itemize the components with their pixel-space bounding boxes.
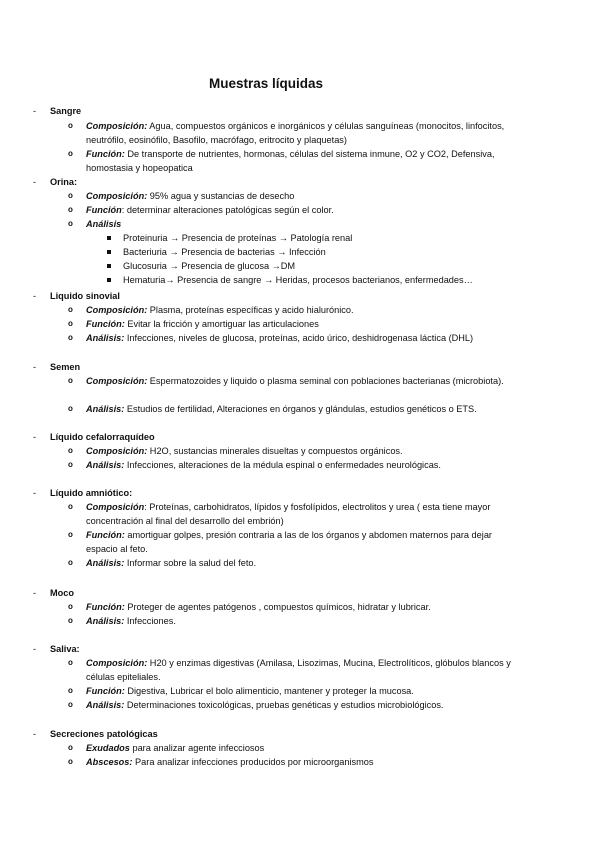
list-item: Composición: Plasma, proteínas específicas y acido hialurónico. <box>86 305 354 315</box>
list-item: Análisis: Determinaciones toxicológicas, pruebas genéticas y estudios microbiológicos. <box>86 700 444 710</box>
sub-item: Bacteriuria → Presencia de bacterias → Infección <box>123 247 326 257</box>
list-item: Composición: H20 y enzimas digestivas (Amilasa, Lisozimas, Mucina, Electrolíticos, glóbulos blancos y células epiteliales. <box>86 658 511 682</box>
bullet-o: o <box>68 602 73 611</box>
bullet-o: o <box>68 219 73 228</box>
list-item: Composición: Agua, compuestos orgánicos e inorgánicos y células sanguíneas (monocitos, linfocitos, neutrófilo, eosinófilo, Basofilo, macrófago, eritrocito y plaquetas) <box>86 121 505 145</box>
dash-marker: - <box>33 362 37 372</box>
bullet-o: o <box>68 502 73 511</box>
list-item: Abscesos: Para analizar infecciones producidos por microorganismos <box>86 757 374 767</box>
section-liquido-amniotico: Líquido amniótico: <box>50 488 133 498</box>
bullet-o: o <box>68 460 73 469</box>
sub-item: Hematuria→ Presencia de sangre → Heridas, procesos bacterianos, enfermedades… <box>123 275 473 285</box>
list-item: Función: De transporte de nutrientes, hormonas, células del sistema inmune, O2 y CO2, Defensiva, homostasia y hopeopatica <box>86 149 495 173</box>
list-item: Análisis: Informar sobre la salud del feto. <box>86 558 257 568</box>
square-bullet <box>107 264 111 268</box>
list-item: Composición: Espermatozoides y liquido o plasma seminal con poblaciones bacterianas (microbiota). <box>86 376 504 386</box>
sub-item: Glucosuria → Presencia de glucosa →DM <box>123 261 296 271</box>
dash-marker: - <box>33 432 37 442</box>
square-bullet <box>107 236 111 240</box>
list-item: Análisis: Infecciones. <box>86 616 176 626</box>
list-item: Análisis: Estudios de fertilidad, Alteraciones en órganos y glándulas, estudios genéticos o ETS. <box>86 404 477 414</box>
section-secreciones-patologicas: Secreciones patológicas <box>50 729 158 739</box>
section-orina: Orina: <box>50 177 78 187</box>
dash-marker: - <box>33 588 37 598</box>
list-item: Composición: 95% agua y sustancias de desecho <box>86 191 295 201</box>
bullet-o: o <box>68 376 73 385</box>
list-item: Análisis <box>86 219 122 229</box>
bullet-o: o <box>68 333 73 342</box>
bullet-o: o <box>68 530 73 539</box>
bullet-o: o <box>68 305 73 314</box>
bullet-o: o <box>68 446 73 455</box>
bullet-o: o <box>68 757 73 766</box>
dash-marker: - <box>33 106 37 116</box>
sub-item: Proteinuria → Presencia de proteínas → Patología renal <box>123 233 353 243</box>
bullet-o: o <box>68 658 73 667</box>
dash-marker: - <box>33 644 37 654</box>
list-item: Función: Proteger de agentes patógenos , compuestos químicos, hidratar y lubricar. <box>86 602 431 612</box>
bullet-o: o <box>68 205 73 214</box>
bullet-o: o <box>68 743 73 752</box>
page-title: Muestras líquidas <box>208 76 324 91</box>
section-saliva: Saliva: <box>50 644 80 654</box>
section-semen: Semen <box>50 362 81 372</box>
list-item: Función: Evitar la fricción y amortiguar las articulaciones <box>86 319 319 329</box>
bullet-o: o <box>68 149 73 158</box>
list-item: Composición: Proteínas, carbohidratos, lípidos y fosfolípidos, electrolitos y urea ( esta tiene mayor concentración al final del desarrollo del embrión) <box>86 502 491 526</box>
dash-marker: - <box>33 488 37 498</box>
section-liquido-cefalorraquideo: Líquido cefalorraquídeo <box>50 432 155 442</box>
list-item: Análisis: Infecciones, alteraciones de la médula espinal o enfermedades neurológicas. <box>86 460 441 470</box>
section-sangre: Sangre <box>50 106 82 116</box>
list-item: Función: determinar alteraciones patológicas según el color. <box>86 205 334 215</box>
section-moco: Moco <box>50 588 74 598</box>
dash-marker: - <box>33 291 37 301</box>
bullet-o: o <box>68 319 73 328</box>
section-liquido-sinovial: Liquido sinovial <box>50 291 120 301</box>
dash-marker: - <box>33 729 37 739</box>
list-item: Función: amortiguar golpes, presión contraria a las de los órganos y abdomen maternos para dejar espacio al feto. <box>86 530 492 554</box>
list-item: Exudados para analizar agente infecciosos <box>86 743 265 753</box>
bullet-o: o <box>68 404 73 413</box>
bullet-o: o <box>68 616 73 625</box>
list-item: Composición: H2O, sustancias minerales disueltas y compuestos orgánicos. <box>86 446 403 456</box>
bullet-o: o <box>68 191 73 200</box>
bullet-o: o <box>68 686 73 695</box>
square-bullet <box>107 250 111 254</box>
bullet-o: o <box>68 558 73 567</box>
bullet-o: o <box>68 700 73 709</box>
bullet-o: o <box>68 121 73 130</box>
square-bullet <box>107 278 111 282</box>
list-item: Función: Digestiva, Lubricar el bolo alimenticio, mantener y proteger la mucosa. <box>86 686 414 696</box>
list-item: Análisis: Infecciones, niveles de glucosa, proteínas, acido úrico, deshidrogenasa láctica (DHL) <box>86 333 474 343</box>
dash-marker: - <box>33 177 37 187</box>
